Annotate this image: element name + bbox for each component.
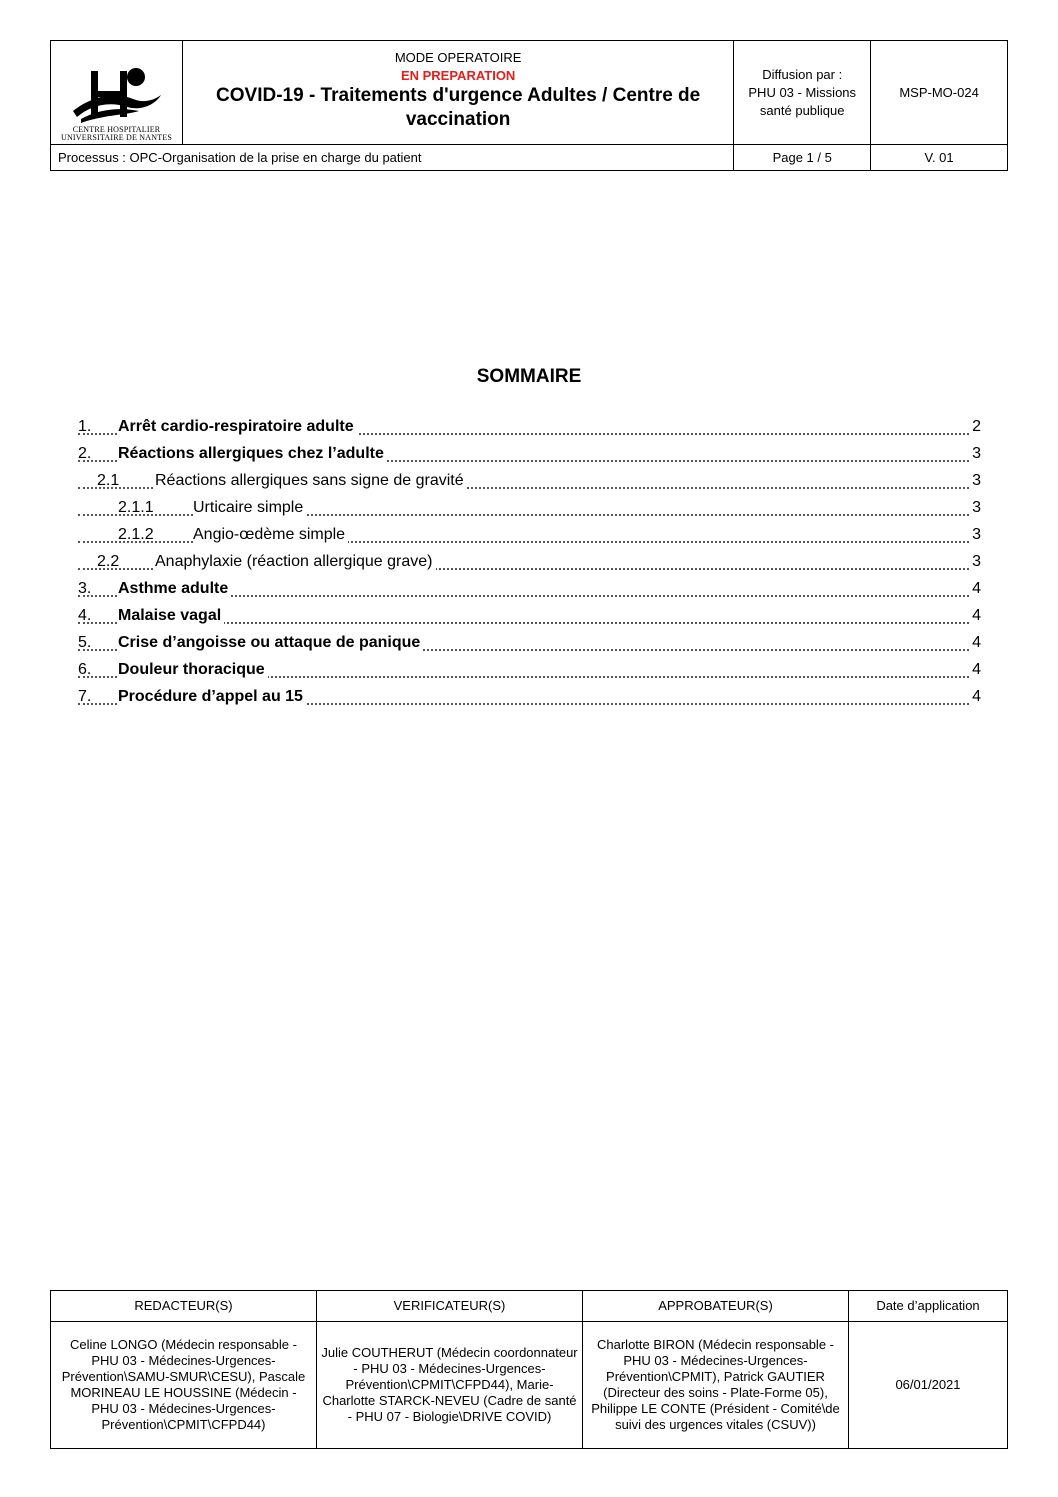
status-label: EN PREPARATION [400, 68, 516, 83]
toc-item[interactable] [78, 521, 981, 548]
toc-label: Malaise vagal [118, 607, 224, 625]
diffusion-value: PHU 03 - Missions santé publique [748, 84, 857, 118]
toc-item[interactable] [78, 683, 981, 710]
logo-text-line1: CENTRE HOSPITALIER [72, 125, 161, 134]
toc-label: Urticaire simple [193, 499, 306, 517]
toc-label: Réactions allergiques sans signe de gravité [155, 472, 467, 490]
toc-number: 2. [78, 444, 92, 462]
approbateurs-header: APPROBATEUR(S) [583, 1291, 849, 1322]
diffusion-label: Diffusion par : [762, 66, 843, 82]
process-label: Processus : OPC-Organisation de la prise en charge du patient [51, 145, 734, 171]
toc-number: 2.1.2 [118, 525, 154, 543]
toc-item[interactable] [78, 440, 981, 467]
toc-label: Arrêt cardio-respiratoire adulte [118, 418, 357, 436]
toc-number: 2.1.1 [118, 498, 154, 516]
toc-label: Douleur thoracique [118, 661, 268, 679]
toc-page: 3 [972, 444, 981, 462]
toc-number: 2.1 [97, 471, 120, 489]
toc-number: 2.2 [97, 552, 120, 570]
toc-page: 3 [972, 498, 981, 516]
redacteurs-value: Celine LONGO (Médecin responsable - PHU 03 - Médecines-Urgences-Prévention\SAMU-SMUR\CESU), Pascale MORINEAU LE HOUSSINE (Médecin - PHU 03 - Médecines-Urgences-Prévention\CPMIT\CFPD44) [51, 1322, 317, 1449]
toc-page: 3 [972, 471, 981, 489]
toc-number: 7. [78, 687, 92, 705]
toc-item[interactable] [78, 548, 981, 575]
redacteurs-header: REDACTEUR(S) [51, 1291, 317, 1322]
approval-table [50, 1290, 1008, 1449]
toc-page: 2 [972, 417, 981, 435]
toc-page: 4 [972, 633, 981, 651]
toc-label: Procédure d’appel au 15 [118, 688, 306, 706]
toc-label: Réactions allergiques chez l’adulte [118, 445, 387, 463]
toc-page: 3 [972, 552, 981, 570]
toc-item[interactable] [78, 494, 981, 521]
approval-header-row [51, 1291, 1008, 1322]
toc-page: 3 [972, 525, 981, 543]
toc-label: Crise d’angoisse ou attaque de panique [118, 634, 423, 652]
title-cell [183, 41, 734, 145]
toc-label: Asthme adulte [118, 580, 231, 598]
toc-number: 3. [78, 579, 92, 597]
chu-nantes-logo [51, 41, 182, 144]
toc-number: 4. [78, 606, 92, 624]
toc-number: 5. [78, 633, 92, 651]
approval-body-row [51, 1322, 1008, 1449]
version-label: V. 01 [871, 145, 1008, 171]
approbateurs-value: Charlotte BIRON (Médecin responsable - PHU 03 - Médecines-Urgences-Prévention\CPMIT), Patrick GAUTIER (Directeur des soins - Plate-Forme 05), Philippe LE CONTE (Président - Comité\de suivi des urgences vitales (CSUV)) [583, 1322, 849, 1449]
document-header [50, 40, 1008, 171]
toc-label: Anaphylaxie (réaction allergique grave) [155, 553, 436, 571]
chu-logo-icon [73, 67, 163, 129]
toc-number: 1. [78, 417, 92, 435]
diffusion-cell [734, 41, 871, 145]
sommaire-title: SOMMAIRE [476, 366, 582, 387]
logo-text-line2: UNIVERSITAIRE DE NANTES [60, 133, 173, 142]
toc-item[interactable] [78, 602, 981, 629]
document-code: MSP-MO-024 [871, 41, 1008, 145]
logo-cell [51, 41, 183, 145]
toc-item[interactable] [78, 575, 981, 602]
page-number: Page 1 / 5 [734, 145, 871, 171]
toc-page: 4 [972, 579, 981, 597]
date-header: Date d’application [849, 1291, 1008, 1322]
table-of-contents [78, 413, 981, 710]
document-title: COVID-19 - Traitements d'urgence Adultes / Centre de vaccination [216, 85, 701, 130]
toc-number: 6. [78, 660, 92, 678]
toc-item[interactable] [78, 656, 981, 683]
verificateurs-header: VERIFICATEUR(S) [317, 1291, 583, 1322]
mode-label: MODE OPERATOIRE [394, 50, 522, 65]
toc-page: 4 [972, 660, 981, 678]
toc-label: Angio-œdème simple [193, 526, 348, 544]
toc-item[interactable] [78, 629, 981, 656]
toc-item[interactable] [78, 413, 981, 440]
toc-item[interactable] [78, 467, 981, 494]
toc-page: 4 [972, 606, 981, 624]
date-value: 06/01/2021 [849, 1322, 1008, 1449]
verificateurs-value: Julie COUTHERUT (Médecin coordonnateur - PHU 03 - Médecines-Urgences-Prévention\CPMIT\CFPD44), Marie-Charlotte STARCK-NEVEU (Cadre de santé - PHU 07 - Biologie\DRIVE COVID) [317, 1322, 583, 1449]
toc-page: 4 [972, 687, 981, 705]
